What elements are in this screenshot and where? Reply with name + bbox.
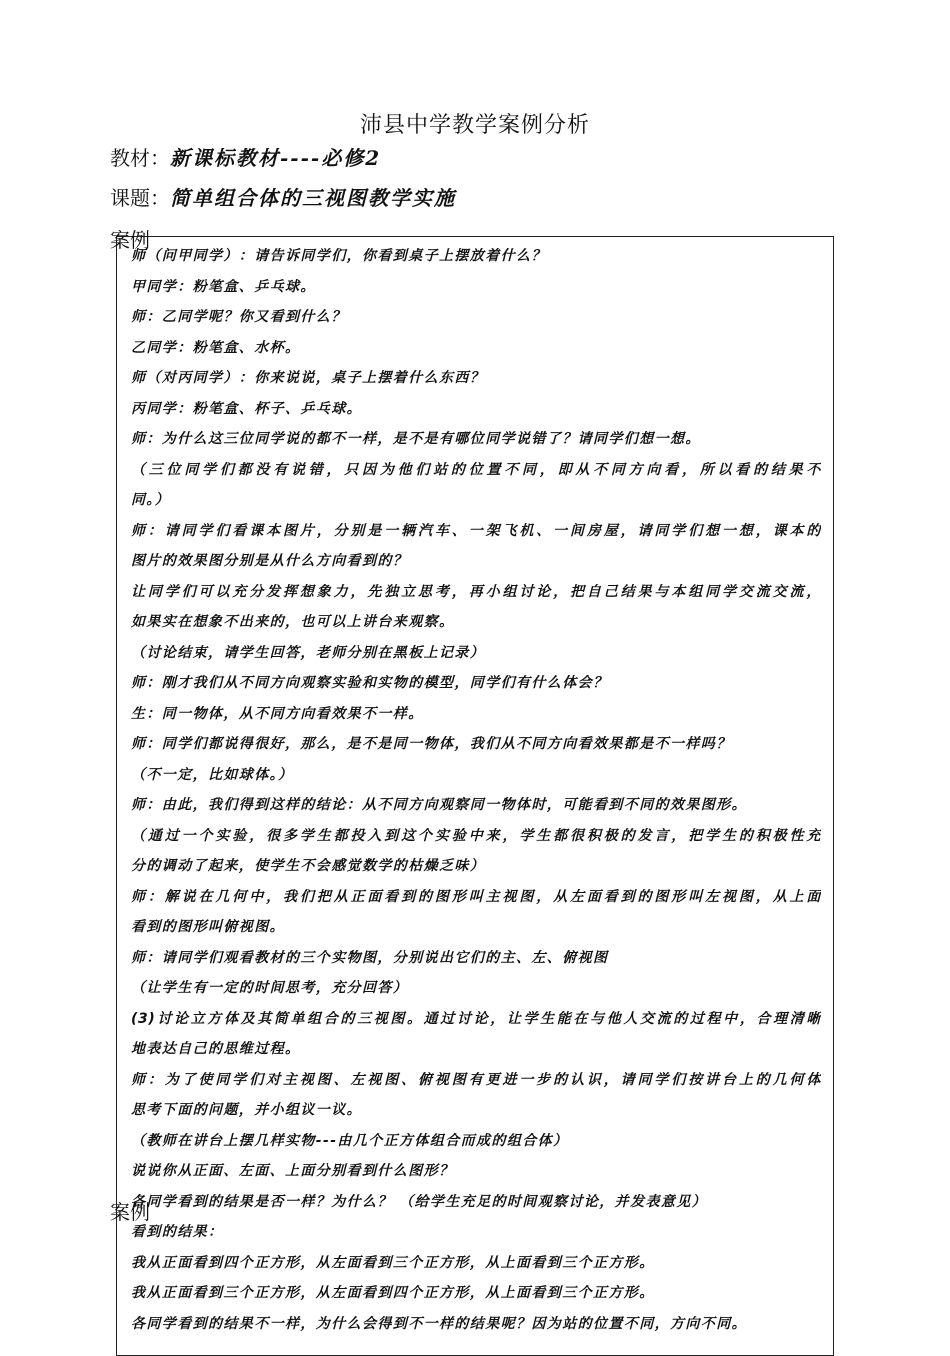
case-line: (3)讨论立方体及其简单组合的三视图。通过讨论，让学生能在与他人交流的过程中，合理清晰 [131,1010,821,1027]
case-line: 生：同一物体，从不同方向看效果不一样。 [131,705,424,722]
case-line: 丙同学：粉笔盒、杯子、乒乓球。 [131,400,362,417]
case-line: 分的调动了起来，使学生不会感觉数学的枯燥乏味） [131,858,486,874]
case-line: 让同学们可以充分发挥想象力，先独立思考，再小组讨论，把自己结果与本组同学交流交流， [131,583,821,600]
case-line: （讨论结束，请学生回答，老师分别在黑板上记录） [131,644,486,661]
case-line: 师：乙同学呢？你又看到什么？ [131,309,347,325]
case-line: 我从正面看到三个正方形，从左面看到四个正方形，从上面看到三个正方形。 [131,1285,655,1301]
case-line: 师：为了使同学们对主视图、左视图、俯视图有更进一步的认识，请同学们按讲台上的几何体 [131,1071,821,1088]
case-label-bottom: 案例 [110,1200,150,1224]
case-line: 如果实在想象不出来的，也可以上讲台来观察。 [131,614,455,630]
case-line: 各同学看到的结果不一样，为什么会得到不一样的结果呢？因为站的位置不同，方向不同。 [131,1315,747,1332]
case-line: 看到的结果： [131,1224,224,1240]
case-line: （通过一个实验，很多学生都投入到这个实验中来，学生都很积极的发言，把学生的积极性充 [131,827,821,844]
case-line: 师：请同学们观看教材的三个实物图，分别说出它们的主、左、俯视图 [131,949,609,966]
case-label-top: 案例 [110,228,150,252]
case-line: 师（问甲同学）：请告诉同学们，你看到桌子上摆放着什么？ [131,248,547,264]
case-line: 图片的效果图分别是从什么方向看到的？ [131,553,409,569]
page-title: 沛县中学教学案例分析 [359,113,590,138]
material-value: 新课标教材----必修2 [170,146,382,170]
topic-line [110,182,456,211]
case-line: 师：解说在几何中，我们把从正面看到的图形叫主视图，从左面看到的图形叫左视图，从上面 [131,888,821,905]
case-line: 各同学看到的结果是否一样？为什么？ （给学生充足的时间观察讨论，并发表意见） [131,1193,708,1210]
case-line: 乙同学：粉笔盒、水杯。 [131,339,301,356]
case-line: 师：由此，我们得到这样的结论：从不同方向观察同一物体时，可能看到不同的效果图形。 [131,797,747,813]
case-line: 地表达自己的思维过程。 [131,1041,301,1057]
case-line: 同。） [131,492,171,508]
case-line: （让学生有一定的时间思考，充分回答） [131,980,409,996]
material-label: 教材： [110,146,170,170]
case-line: 思考下面的问题，并小组议一议。 [131,1102,362,1118]
case-line: （教师在讲台上摆几样实物---由几个正方体组合而成的组合体） [131,1132,569,1149]
case-line: 师：请同学们看课本图片，分别是一辆汽车、一架飞机、一间房屋，请同学们想一想，课本的 [131,522,821,539]
case-line: 看到的图形叫俯视图。 [131,919,285,935]
case-line: 师：同学们都说得很好，那么，是不是同一物体，我们从不同方向看效果都是不一样吗？ [131,736,732,752]
case-line: 说说你从正面、左面、上面分别看到什么图形？ [131,1163,455,1179]
case-line: （三位同学们都没有说错，只因为他们站的位置不同，即从不同方向看，所以看的结果不 [131,461,821,478]
material-line [110,142,381,171]
case-line: 我从正面看到四个正方形，从左面看到三个正方形，从上面看到三个正方形。 [131,1254,655,1271]
case-line: （不一定，比如球体。） [131,766,294,783]
topic-value: 简单组合体的三视图教学实施 [170,186,456,210]
case-box [116,236,834,1356]
topic-label: 课题： [110,186,170,210]
case-line: 师：为什么这三位同学说的都不一样，是不是有哪位同学说错了？请同学们想一想。 [131,431,701,447]
case-line: 师：刚才我们从不同方向观察实验和实物的模型，同学们有什么体会？ [131,675,609,691]
case-line: 师（对丙同学）：你来说说，桌子上摆着什么东西？ [131,370,486,386]
case-body [131,241,821,1339]
case-line: 甲同学：粉笔盒、乒乓球。 [131,278,316,295]
